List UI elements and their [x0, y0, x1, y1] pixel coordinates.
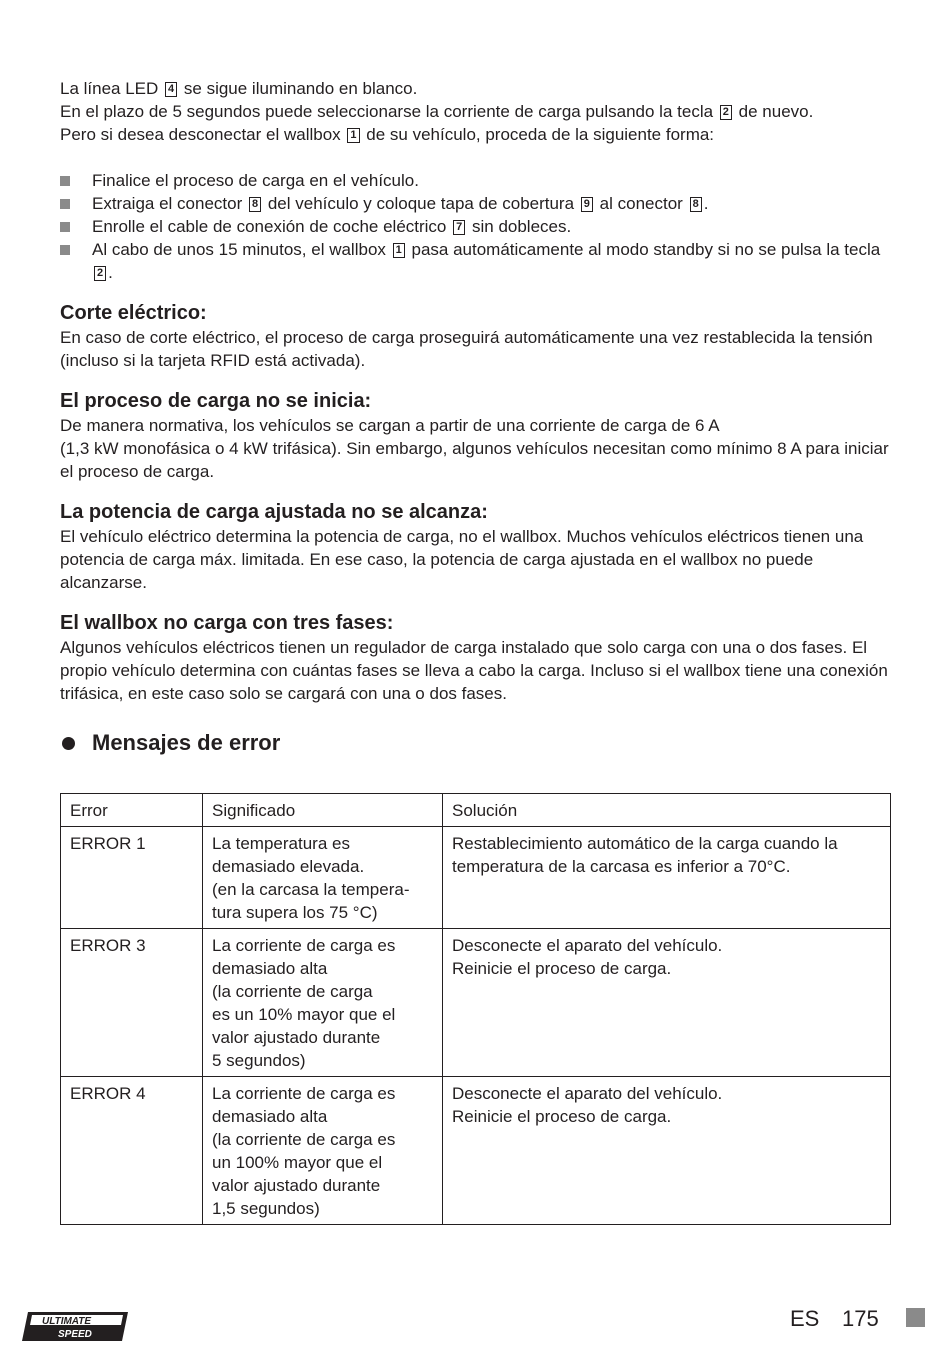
error-meaning: La temperatura es demasiado elevada. (en la carcasa la tempera- tura supera los 75 °C) [203, 827, 443, 929]
page-marker-square-icon [906, 1308, 925, 1327]
list-item: Finalice el proceso de carga en el vehículo. [60, 169, 892, 192]
header-meaning: Significado [203, 794, 443, 827]
ref-number: 9 [581, 197, 593, 212]
bullet-dot-icon [62, 737, 75, 750]
section-body-charge-not-start-1: De manera normativa, los vehículos se cargan a partir de una corriente de carga de 6 A [60, 416, 720, 435]
error-solution: Desconecte el aparato del vehículo. Reinicie el proceso de carga. [443, 929, 891, 1077]
logo-text-bottom: SPEED [58, 1329, 92, 1340]
table-row [61, 827, 891, 929]
ref-number: 4 [165, 82, 177, 97]
error-messages-heading: Mensajes de error [60, 729, 892, 757]
section-body-three-phases: Algunos vehículos eléctricos tienen un regulador de carga instalado que solo carga con una o dos fases. El propio vehículo determina con cuántas fases se lleva a cabo la carga. Incluso si el wallbox tiene una conexión trifásica, en este caso solo se cargará con una o dos fases. [60, 638, 888, 703]
table-header-row [61, 794, 891, 827]
error-solution: Desconecte el aparato del vehículo. Reinicie el proceso de carga. [443, 1077, 891, 1225]
section-body-power-not-reached: El vehículo eléctrico determina la potencia de carga, no el wallbox. Muchos vehículos eléctricos tienen una potencia de carga máx. limitada. En ese caso, la potencia de carga ajustada en el wallbox no puede alcanzarse. [60, 527, 864, 592]
ref-number: 2 [94, 266, 106, 281]
section-heading-power-cut: Corte eléctrico: [60, 302, 207, 324]
list-item: Enrolle el cable de conexión de coche eléctrico 7 sin dobleces. [60, 215, 892, 238]
bullet-square-icon [60, 245, 70, 255]
intro-line-2: En el plazo de 5 segundos puede seleccionarse la corriente de carga pulsando la tecla 2 de nuevo. [60, 102, 814, 121]
bullet-square-icon [60, 222, 70, 232]
error-code: ERROR 4 [61, 1077, 203, 1225]
page-number: 175 [842, 1306, 879, 1331]
section-body-power-cut: En caso de corte eléctrico, el proceso de carga proseguirá automáticamente una vez restablecida la tensión (incluso si la tarjeta RFID está activada). [60, 328, 873, 370]
ref-number: 1 [347, 128, 359, 143]
list-item: Extraiga el conector 8 del vehículo y coloque tapa de cobertura 9 al conector 8 . [60, 192, 892, 215]
section-heading-charge-not-start: El proceso de carga no se inicia: [60, 390, 372, 412]
error-code: ERROR 3 [61, 929, 203, 1077]
intro-line-3: Pero si desea desconectar el wallbox 1 de su vehículo, proceda de la siguiente forma: [60, 125, 715, 144]
section-heading-power-not-reached: La potencia de carga ajustada no se alcanza: [60, 501, 488, 523]
error-meaning: La corriente de carga es demasiado alta (la corriente de carga es un 10% mayor que el valor ajustado durante 5 segundos) [203, 929, 443, 1077]
table-row [61, 929, 891, 1077]
ultimate-speed-logo [22, 1310, 130, 1343]
intro-line-1: La línea LED 4 se sigue iluminando en blanco. [60, 79, 418, 98]
page-content [60, 77, 892, 757]
ref-number: 8 [249, 197, 261, 212]
ref-number: 2 [720, 105, 732, 120]
bullet-square-icon [60, 176, 70, 186]
section-heading-three-phases: El wallbox no carga con tres fases: [60, 612, 394, 634]
table-row [61, 1077, 891, 1225]
logo-text-top: ULTIMATE [42, 1316, 92, 1327]
ref-number: 8 [690, 197, 702, 212]
header-solution: Solución [443, 794, 891, 827]
error-meaning: La corriente de carga es demasiado alta (la corriente de carga es un 100% mayor que el valor ajustado durante 1,5 segundos) [203, 1077, 443, 1225]
language-code: ES [790, 1306, 820, 1331]
header-error: Error [61, 794, 203, 827]
ref-number: 7 [453, 220, 465, 235]
steps-list [60, 169, 892, 284]
ref-number: 1 [393, 243, 405, 258]
error-table [60, 793, 891, 1225]
error-solution: Restablecimiento automático de la carga cuando la temperatura de la carcasa es inferior a 70°C. [443, 827, 891, 929]
error-code: ERROR 1 [61, 827, 203, 929]
section-body-charge-not-start-2: (1,3 kW monofásica o 4 kW trifásica). Sin embargo, algunos vehículos necesitan como mínimo 8 A para iniciar el proceso de carga. [60, 439, 889, 481]
list-item: Al cabo de unos 15 minutos, el wallbox 1 pasa automáticamente al modo standby si no se pulsa la tecla 2 . [60, 238, 892, 284]
bullet-square-icon [60, 199, 70, 209]
